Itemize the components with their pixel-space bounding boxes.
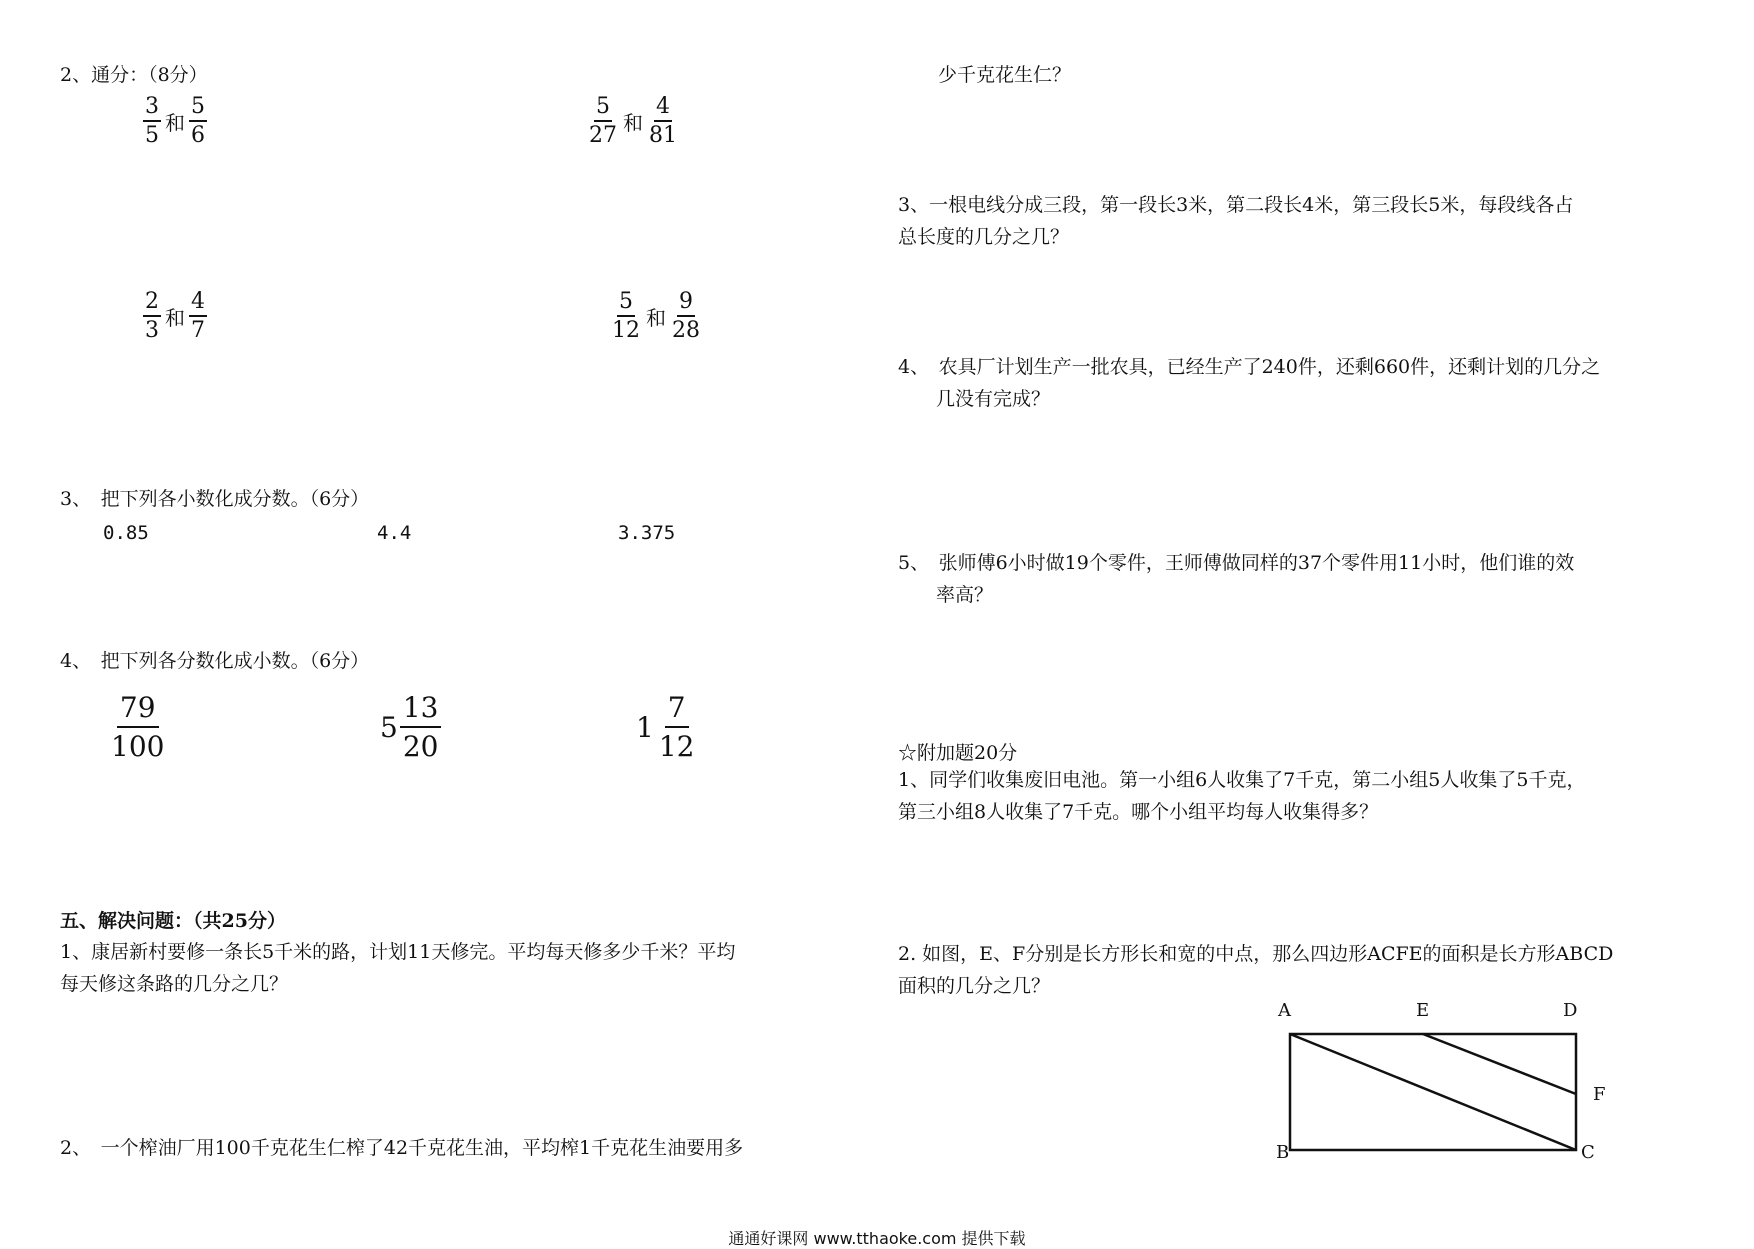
q4-item-1 [106,691,167,763]
problem-line: 3、一根电线分成三段，第一段长3米，第二段长4米，第三段长5米，每段线各占 [898,194,1574,216]
q2-item-2 [587,96,679,147]
denominator: 12 [612,318,640,343]
problem-line: 总长度的几分之几？ [898,226,1070,248]
and-word: 和 [165,111,185,135]
q3-value-1: 0.85 [103,522,149,544]
problem-3 [898,189,1573,253]
footer-credit: 通通好课网 www.tthaoke.com 提供下载 [728,1229,1026,1248]
problem-line: 5、 张师傅6小时做19个零件，王师傅做同样的37个零件用11小时，他们谁的效 [898,552,1575,574]
problem-line: 几没有完成？ [936,388,1051,410]
vertex-label-d: D [1563,1000,1578,1021]
vertex-label-b: B [1276,1142,1290,1163]
denominator: 28 [672,318,700,343]
q2-title: 2、通分：（8分） [60,64,208,86]
and-word: 和 [165,306,185,330]
denominator: 81 [649,123,677,148]
numerator: 9 [677,291,695,317]
denominator: 12 [658,730,695,763]
denominator: 27 [589,123,617,148]
bonus-problem-1 [898,764,1585,828]
numerator: 79 [117,694,159,728]
problem-4 [898,351,1600,415]
q3-title: 3、 把下列各小数化成分数。（6分） [60,488,370,510]
numerator: 7 [665,694,689,728]
denominator: 5 [145,123,159,148]
q4-title: 4、 把下列各分数化成小数。（6分） [60,650,370,672]
whole-number: 1 [636,711,654,744]
vertex-label-a: A [1278,1000,1291,1021]
problem-line: 1、康居新村要修一条长5千米的路，计划11天修完。平均每天修多少千米？平均 [60,941,736,963]
denominator: 20 [402,730,439,763]
section5-title: 五、解决问题：（共25分） [60,910,286,932]
and-word: 和 [646,306,666,330]
denominator: 100 [111,730,165,763]
numerator: 5 [617,291,635,317]
bonus-problem-2 [898,938,1613,1002]
problem-line: 率高？ [936,584,994,606]
problem-line: 1、同学们收集废旧电池。第一小组6人收集了7千克，第二小组5人收集了5千克， [898,769,1586,791]
q2-item-1 [143,96,207,147]
q3-value-3: 3.375 [618,522,676,544]
numerator: 4 [654,96,672,122]
numerator: 4 [189,291,207,317]
diagonal-ac [1290,1034,1576,1150]
problem-line: 每天修这条路的几分之几？ [60,973,289,995]
denominator: 7 [191,318,205,343]
numerator: 5 [594,96,612,122]
vertex-label-f: F [1593,1084,1606,1105]
section5-problem-1 [60,936,735,1000]
numerator: 2 [143,291,161,317]
denominator: 6 [191,123,205,148]
problem-line: 面积的几分之几？ [898,975,1051,997]
problem-2-continuation: 少千克花生仁？ [938,64,1072,86]
q4-item-3 [636,691,697,763]
problem-line: 2. 如图，E、F分别是长方形长和宽的中点，那么四边形ACFE的面积是长方形ABCD [898,943,1614,965]
denominator: 3 [145,318,159,343]
problem-line: 4、 农具厂计划生产一批农具，已经生产了240件，还剩660件，还剩计划的几分之 [898,356,1601,378]
q4-item-2 [380,691,441,763]
vertex-label-e: E [1416,1000,1430,1021]
numerator: 3 [143,96,161,122]
numerator: 5 [189,96,207,122]
vertex-label-c: C [1581,1142,1595,1163]
segment-ef [1423,1034,1576,1094]
whole-number: 5 [380,711,398,744]
rectangle-figure [1270,1020,1610,1170]
numerator: 13 [400,694,442,728]
q2-item-4 [610,291,702,342]
and-word: 和 [623,111,643,135]
problem-line: 第三小组8人收集了7千克。哪个小组平均每人收集得多？ [898,801,1379,823]
q2-item-3 [143,291,207,342]
bonus-title: ☆附加题20分 [898,742,1018,764]
q3-value-2: 4.4 [377,522,412,544]
section5-problem-2: 2、 一个榨油厂用100千克花生仁榨了42千克花生油，平均榨1千克花生油要用多 [60,1137,744,1159]
problem-5 [898,547,1574,611]
